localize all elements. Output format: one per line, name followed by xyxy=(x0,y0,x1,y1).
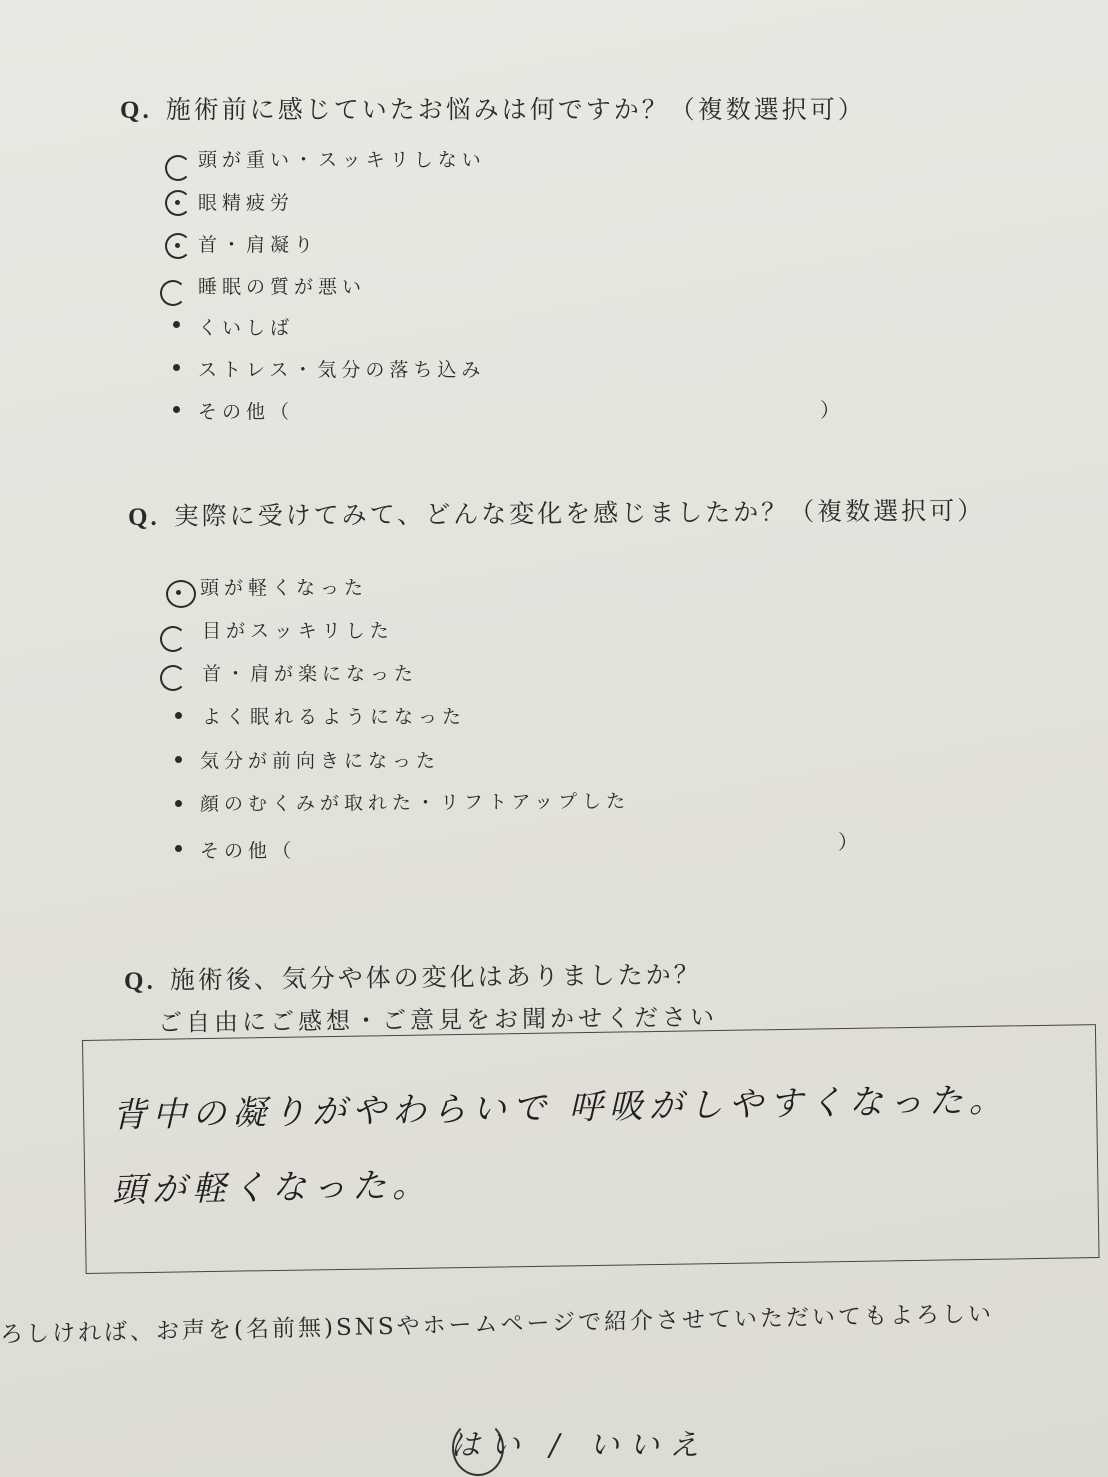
question-1 xyxy=(120,90,866,126)
yes-selection-circle xyxy=(452,1420,504,1476)
consent-answer-options[interactable]: はい / いいえ xyxy=(450,1428,710,1463)
question-3-text: 施術後、気分や体の変化はありましたか？ xyxy=(169,959,702,995)
q2-other-close-paren: ） xyxy=(838,830,858,854)
question-1-text: 施術前に感じていたお悩みは何ですか？（複数選択可） xyxy=(165,95,866,124)
q2-option-1-check-circle[interactable] xyxy=(160,626,186,652)
q2-option-5-bullet[interactable] xyxy=(175,800,182,807)
q2-option-2-check-circle[interactable] xyxy=(160,665,186,691)
q1-option-3-check-circle[interactable] xyxy=(160,280,186,306)
q1-option-2-label: 首・肩凝り xyxy=(198,234,319,256)
q2-option-5-label: 顔のむくみが取れた・リフトアップした xyxy=(199,790,631,816)
q1-other-close-paren: ） xyxy=(820,398,840,422)
q1-option-2-check-circle[interactable] xyxy=(165,233,191,259)
question-mark: Q. xyxy=(123,967,156,996)
q1-option-0-label: 頭が重い・スッキリしない xyxy=(198,149,486,171)
q1-option-1-label: 眼精疲労 xyxy=(198,192,295,214)
handwritten-answer-line-1: 背中の凝りがやわらいで 呼吸がしやすくなった。 xyxy=(111,1080,1010,1136)
handwritten-answer-line-2: 頭が軽くなった。 xyxy=(111,1165,433,1211)
q1-option-5-label: ストレス・気分の落ち込み xyxy=(198,359,486,381)
q2-option-6-bullet[interactable] xyxy=(175,845,182,852)
q2-option-3-label: よく眠れるようになった xyxy=(202,706,467,728)
q2-option-0-check-circle[interactable] xyxy=(166,580,196,608)
q1-option-6-bullet[interactable] xyxy=(173,406,180,413)
q2-option-1-label: 目がスッキリした xyxy=(202,620,394,642)
q2-option-4-label: 気分が前向きになった xyxy=(200,750,441,772)
q2-option-3-bullet[interactable] xyxy=(175,712,182,719)
q1-option-0-check-circle[interactable] xyxy=(165,155,191,181)
q1-option-6-label: その他（ xyxy=(198,401,295,423)
consent-question: ろしければ、お声を(名前無)SNSやホームページで紹介させていただいてもよろしい xyxy=(0,1301,995,1348)
q2-option-6-label: その他（ xyxy=(200,840,297,862)
free-answer-box[interactable] xyxy=(82,1024,1100,1274)
q1-option-3-label: 睡眠の質が悪い xyxy=(198,276,367,298)
q2-option-0-label: 頭が軽くなった xyxy=(200,577,369,599)
question-2 xyxy=(128,491,985,533)
q1-option-5-bullet[interactable] xyxy=(173,364,180,371)
q1-option-1-check-circle[interactable] xyxy=(165,190,191,216)
q1-option-4-label: くいしば xyxy=(198,317,295,339)
q1-option-4-bullet[interactable] xyxy=(173,321,180,328)
question-3-subtext: ご自由にご感想・ご意見をお聞かせください xyxy=(157,1003,719,1037)
question-mark: Q. xyxy=(127,503,160,531)
q2-option-2-label: 首・肩が楽になった xyxy=(202,663,419,685)
question-3 xyxy=(124,955,702,997)
question-2-text: 実際に受けてみて、どんな変化を感じましたか？（複数選択可） xyxy=(173,496,986,531)
q2-option-4-bullet[interactable] xyxy=(175,756,182,763)
question-mark: Q. xyxy=(120,97,152,124)
